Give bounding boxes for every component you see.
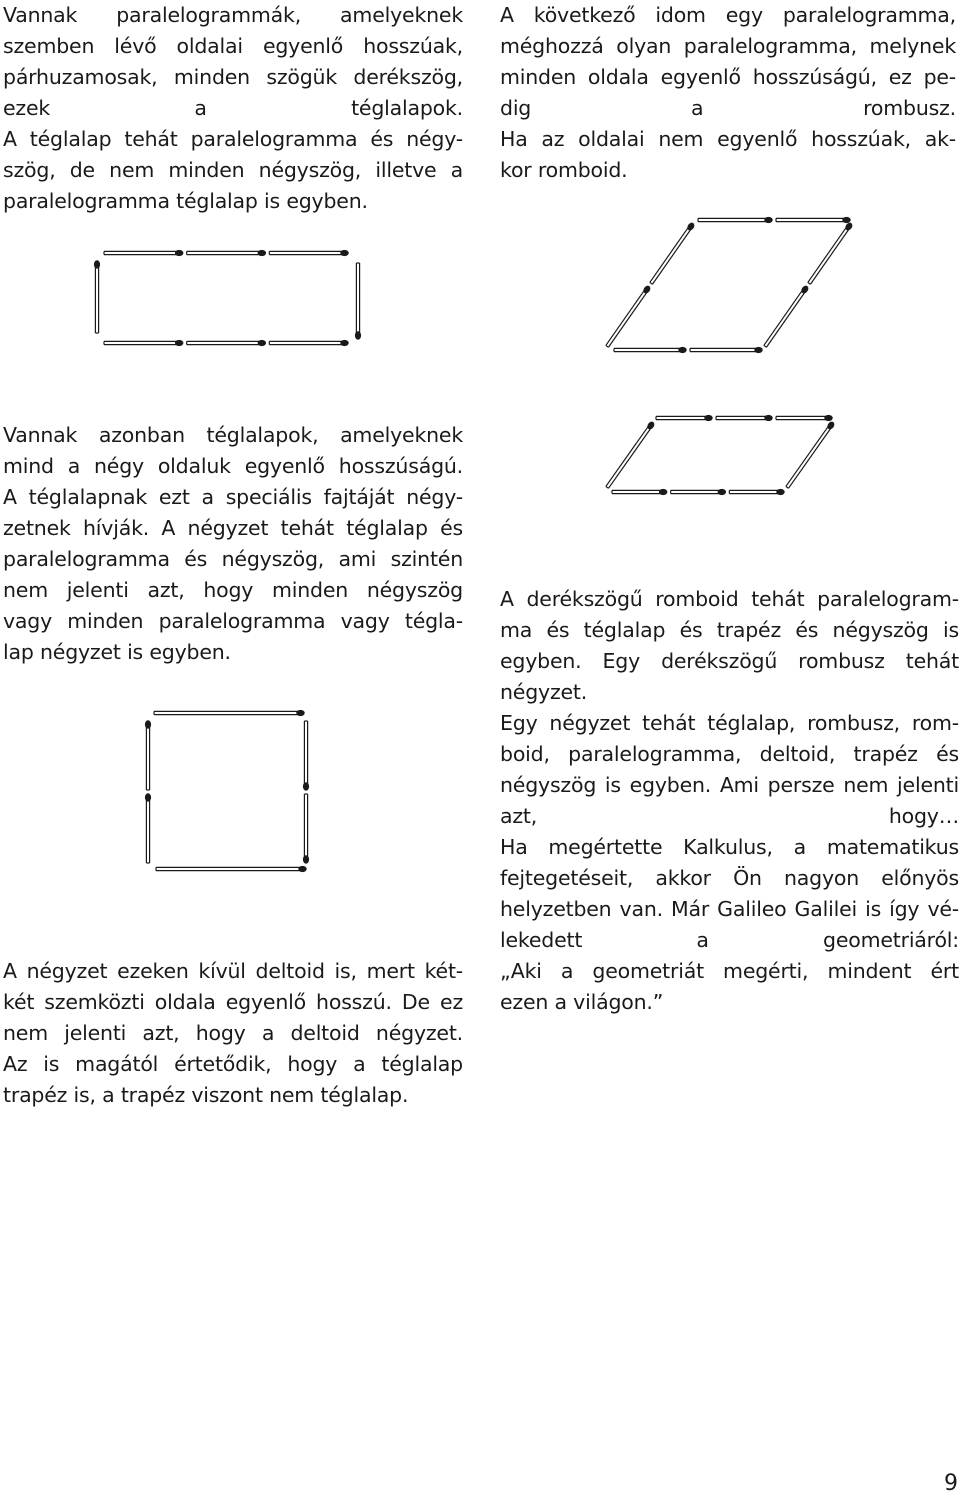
matchstick — [729, 489, 784, 495]
text-line: egyben. Egy derékszögű rombusz tehát — [500, 649, 959, 673]
text-line: boid, paralelogramma, deltoid, trapéz és — [500, 742, 959, 766]
matchstick — [764, 284, 810, 347]
text-line: trapéz is, a trapéz viszont nem téglalap. — [3, 1083, 409, 1107]
text-line: Ha az oldalai nem egyenlő hosszúak, ak- — [500, 127, 956, 151]
matchstick — [94, 260, 100, 333]
text-line: Az is magától értetődik, hogy a téglalap — [3, 1052, 463, 1076]
text-line: ezen a világon.” — [500, 990, 664, 1014]
matchstick — [650, 221, 696, 284]
matchstick — [671, 489, 726, 495]
text-line: vagy minden paralelogramma vagy tégla- — [3, 609, 463, 633]
text-line: lap négyzet is egyben. — [3, 640, 231, 664]
matchstick — [606, 284, 652, 347]
matchstick — [145, 720, 151, 790]
matchstick — [355, 263, 361, 340]
text-line: szemben lévő oldalai egyenlő hosszúak, — [3, 34, 463, 58]
text-line: mind a négy oldaluk egyenlő hosszúságú. — [3, 454, 463, 478]
text-line: azt, hogy… — [500, 804, 959, 828]
text-line: kor romboid. — [500, 158, 628, 182]
text-line: fejtegetéseit, akkor Ön nagyon előnyös — [500, 866, 959, 890]
text-line: zetnek hívják. A négyzet tehát téglalap és — [3, 516, 463, 540]
text-line: Egy négyzet tehát téglalap, rombusz, rom- — [500, 711, 959, 735]
matchstick — [656, 415, 713, 421]
text-line: A téglalapnak ezt a speciális fajtáját négy- — [3, 485, 463, 509]
text-line: négyszög is egyben. Ami persze nem jelenti — [500, 773, 959, 797]
matchstick-square-illustration — [140, 705, 320, 885]
matchstick — [776, 217, 851, 223]
matchstick — [786, 420, 836, 488]
text-line: Vannak paralelogrammák, amelyeknek — [3, 3, 463, 27]
text-line: A derékszögű romboid tehát paralelogram- — [500, 587, 959, 611]
matchstick — [269, 340, 348, 346]
text-line: lekedett a geometriáról: — [500, 928, 959, 952]
matchstick — [104, 250, 183, 256]
text-line: két szemközti oldala egyenlő hosszú. De ez — [3, 990, 463, 1014]
text-line: paralelogramma téglalap is egyben. — [3, 189, 368, 213]
matchstick — [187, 250, 266, 256]
text-line: ezek a téglalapok. — [3, 96, 463, 120]
paragraph-derekszogu-romboid — [500, 584, 959, 1018]
matchstick — [303, 721, 309, 791]
paragraph-paralelogrammak — [3, 0, 463, 217]
text-line: szög, de nem minden négyszög, illetve a — [3, 158, 463, 182]
matchstick — [808, 221, 854, 284]
matchstick — [104, 340, 183, 346]
matchstick-rhombus-illustration — [596, 210, 866, 360]
matchstick — [187, 340, 266, 346]
text-line: dig a rombusz. — [500, 96, 956, 120]
page-number: 9 — [944, 1471, 958, 1496]
paragraph-deltoid — [3, 956, 463, 1111]
text-line: ma és téglalap és trapéz és négyszög is — [500, 618, 959, 642]
paragraph-negyzet — [3, 420, 463, 668]
text-line: paralelogramma és négyszög, ami szintén — [3, 547, 463, 571]
text-line: A téglalap tehát paralelogramma és négy- — [3, 127, 463, 151]
matchstick — [145, 793, 151, 863]
text-line: négyzet. — [500, 680, 588, 704]
text-line: Ha megértette Kalkulus, a matematikus — [500, 835, 959, 859]
matchstick — [606, 420, 656, 488]
matchstick — [156, 866, 307, 872]
text-line: „Aki a geometriát megérti, mindent ért — [500, 959, 959, 983]
text-line: méghozzá olyan paralelogramma, melynek — [500, 34, 956, 58]
matchstick — [698, 217, 773, 223]
matchstick-rectangle-illustration — [88, 245, 368, 355]
text-line: Vannak azonban téglalapok, amelyeknek — [3, 423, 463, 447]
matchstick — [303, 794, 309, 864]
text-line: nem jelenti azt, hogy minden négyszög — [3, 578, 463, 602]
matchstick-rhomboid-illustration — [596, 408, 846, 504]
matchstick — [690, 347, 763, 353]
text-line: párhuzamosak, minden szögük derékszög, — [3, 65, 463, 89]
matchstick — [154, 710, 305, 716]
text-line: helyzetben van. Már Galileo Galilei is így vé- — [500, 897, 959, 921]
matchstick — [716, 415, 773, 421]
matchstick — [776, 415, 833, 421]
matchstick — [612, 489, 667, 495]
paragraph-rombusz — [500, 0, 956, 186]
text-line: minden oldala egyenlő hosszúságú, ez pe- — [500, 65, 956, 89]
text-line: A négyzet ezeken kívül deltoid is, mert két- — [3, 959, 463, 983]
text-line: nem jelenti azt, hogy a deltoid négyzet. — [3, 1021, 463, 1045]
matchstick — [269, 250, 348, 256]
text-line: A következő idom egy paralelogramma, — [500, 3, 956, 27]
matchstick — [614, 347, 687, 353]
